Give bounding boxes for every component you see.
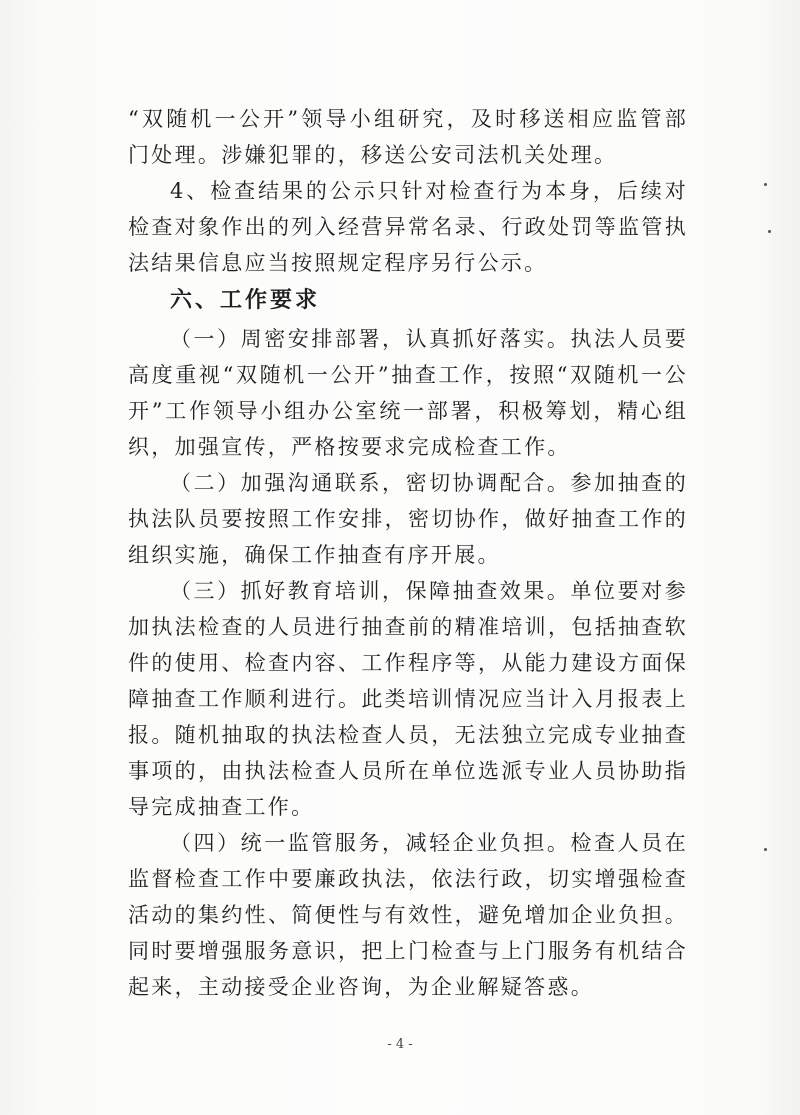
- scan-speck: [764, 183, 767, 186]
- paragraph-requirement-2: （二）加强沟通联系，密切协调配合。参加抽查的执法队员要按照工作安排，密切协作，做好抽查工作的组织实施，确保工作抽查有序开展。: [128, 471, 688, 567]
- paragraph-item-4: 4、检查结果的公示只针对检查行为本身，后续对检查对象作出的列入经营异常名录、行政处罚等监管执法结果信息应当按照规定程序另行公示。: [128, 179, 688, 275]
- page-number: - 4 -: [387, 1037, 413, 1052]
- document-body: [128, 101, 688, 1005]
- scan-speck: [764, 848, 767, 851]
- scan-speck: [768, 230, 771, 233]
- paragraph-continuation: “双随机一公开”领导小组研究，及时移送相应监管部门处理。涉嫌犯罪的，移送公安司法机关处理。: [128, 107, 688, 167]
- paragraph-requirement-1: （一）周密安排部署，认真抓好落实。执法人员要高度重视“双随机一公开”抽查工作，按照“双随机一公开”工作领导小组办公室统一部署，积极筹划，精心组织，加强宣传，严格按要求完成检查工作。: [128, 327, 688, 459]
- paragraph-requirement-4: （四）统一监管服务，减轻企业负担。检查人员在监督检查工作中要廉政执法，依法行政，切实增强检查活动的集约性、简便性与有效性，避免增加企业负担。同时要增强服务意识，把上门检查与上门服务有机结合起来，主动接受企业咨询，为企业解疑答惑。: [128, 831, 688, 999]
- paragraph-requirement-3: （三）抓好教育培训，保障抽查效果。单位要对参加执法检查的人员进行抽查前的精准培训，包括抽查软件的使用、检查内容、工作程序等，从能力建设方面保障抽查工作顺利进行。此类培训情况应当计入月报表上报。随机抽取的执法检查人员，无法独立完成专业抽查事项的，由执法检查人员所在单位选派专业人员协助指导完成抽查工作。: [128, 579, 688, 819]
- section-heading: 六、工作要求: [170, 288, 321, 313]
